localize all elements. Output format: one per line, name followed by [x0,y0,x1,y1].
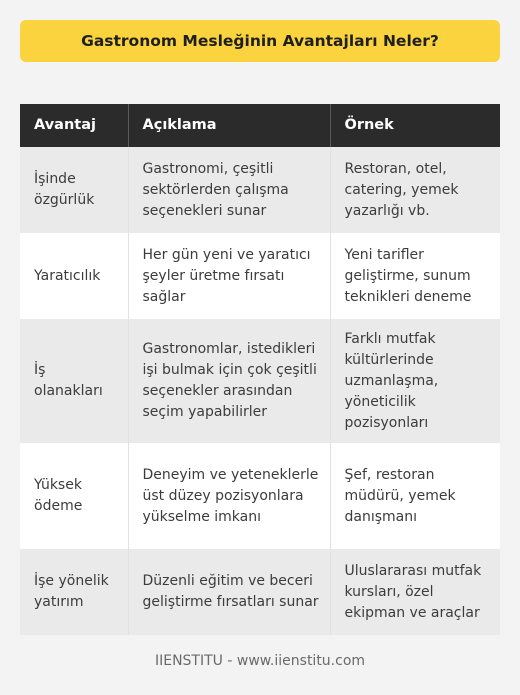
page-title: Gastronom Mesleğinin Avantajları Neler? [81,32,439,50]
column-header-example: Örnek [330,104,500,147]
example-cell: Yeni tarifler geliştirme, sunum teknikleri deneme [330,233,500,319]
description-cell: Gastronomi, çeşitli sektörlerden çalışma seçenekleri sunar [128,147,330,233]
table-row [20,147,500,233]
table-row [20,319,500,443]
description-cell: Düzenli eğitim ve beceri geliştirme fırsatları sunar [128,549,330,635]
table-row [20,233,500,319]
advantage-cell: İş olanakları [20,319,128,443]
table-row [20,443,500,549]
column-header-advantage: Avantaj [20,104,128,147]
advantages-table [20,104,500,635]
description-cell: Deneyim ve yeteneklerle üst düzey pozisyonlara yükselme imkanı [128,443,330,549]
example-cell: Uluslararası mutfak kursları, özel ekipman ve araçlar [330,549,500,635]
table-row [20,549,500,635]
table-header-row [20,104,500,147]
advantage-cell: İşinde özgürlük [20,147,128,233]
advantage-cell: Yüksek ödeme [20,443,128,549]
advantage-cell: İşe yönelik yatırım [20,549,128,635]
description-cell: Her gün yeni ve yaratıcı şeyler üretme fırsatı sağlar [128,233,330,319]
example-cell: Restoran, otel, catering, yemek yazarlığı vb. [330,147,500,233]
footer-credit: IIENSTITU - www.iienstitu.com [154,653,366,669]
advantage-cell: Yaratıcılık [20,233,128,319]
title-banner [20,20,500,62]
column-header-description: Açıklama [128,104,330,147]
example-cell: Farklı mutfak kültürlerinde uzmanlaşma, yöneticilik pozisyonları [330,319,500,443]
description-cell: Gastronomlar, istedikleri işi bulmak için çok çeşitli seçenekler arasından seçim yapabilirler [128,319,330,443]
example-cell: Şef, restoran müdürü, yemek danışmanı [330,443,500,549]
